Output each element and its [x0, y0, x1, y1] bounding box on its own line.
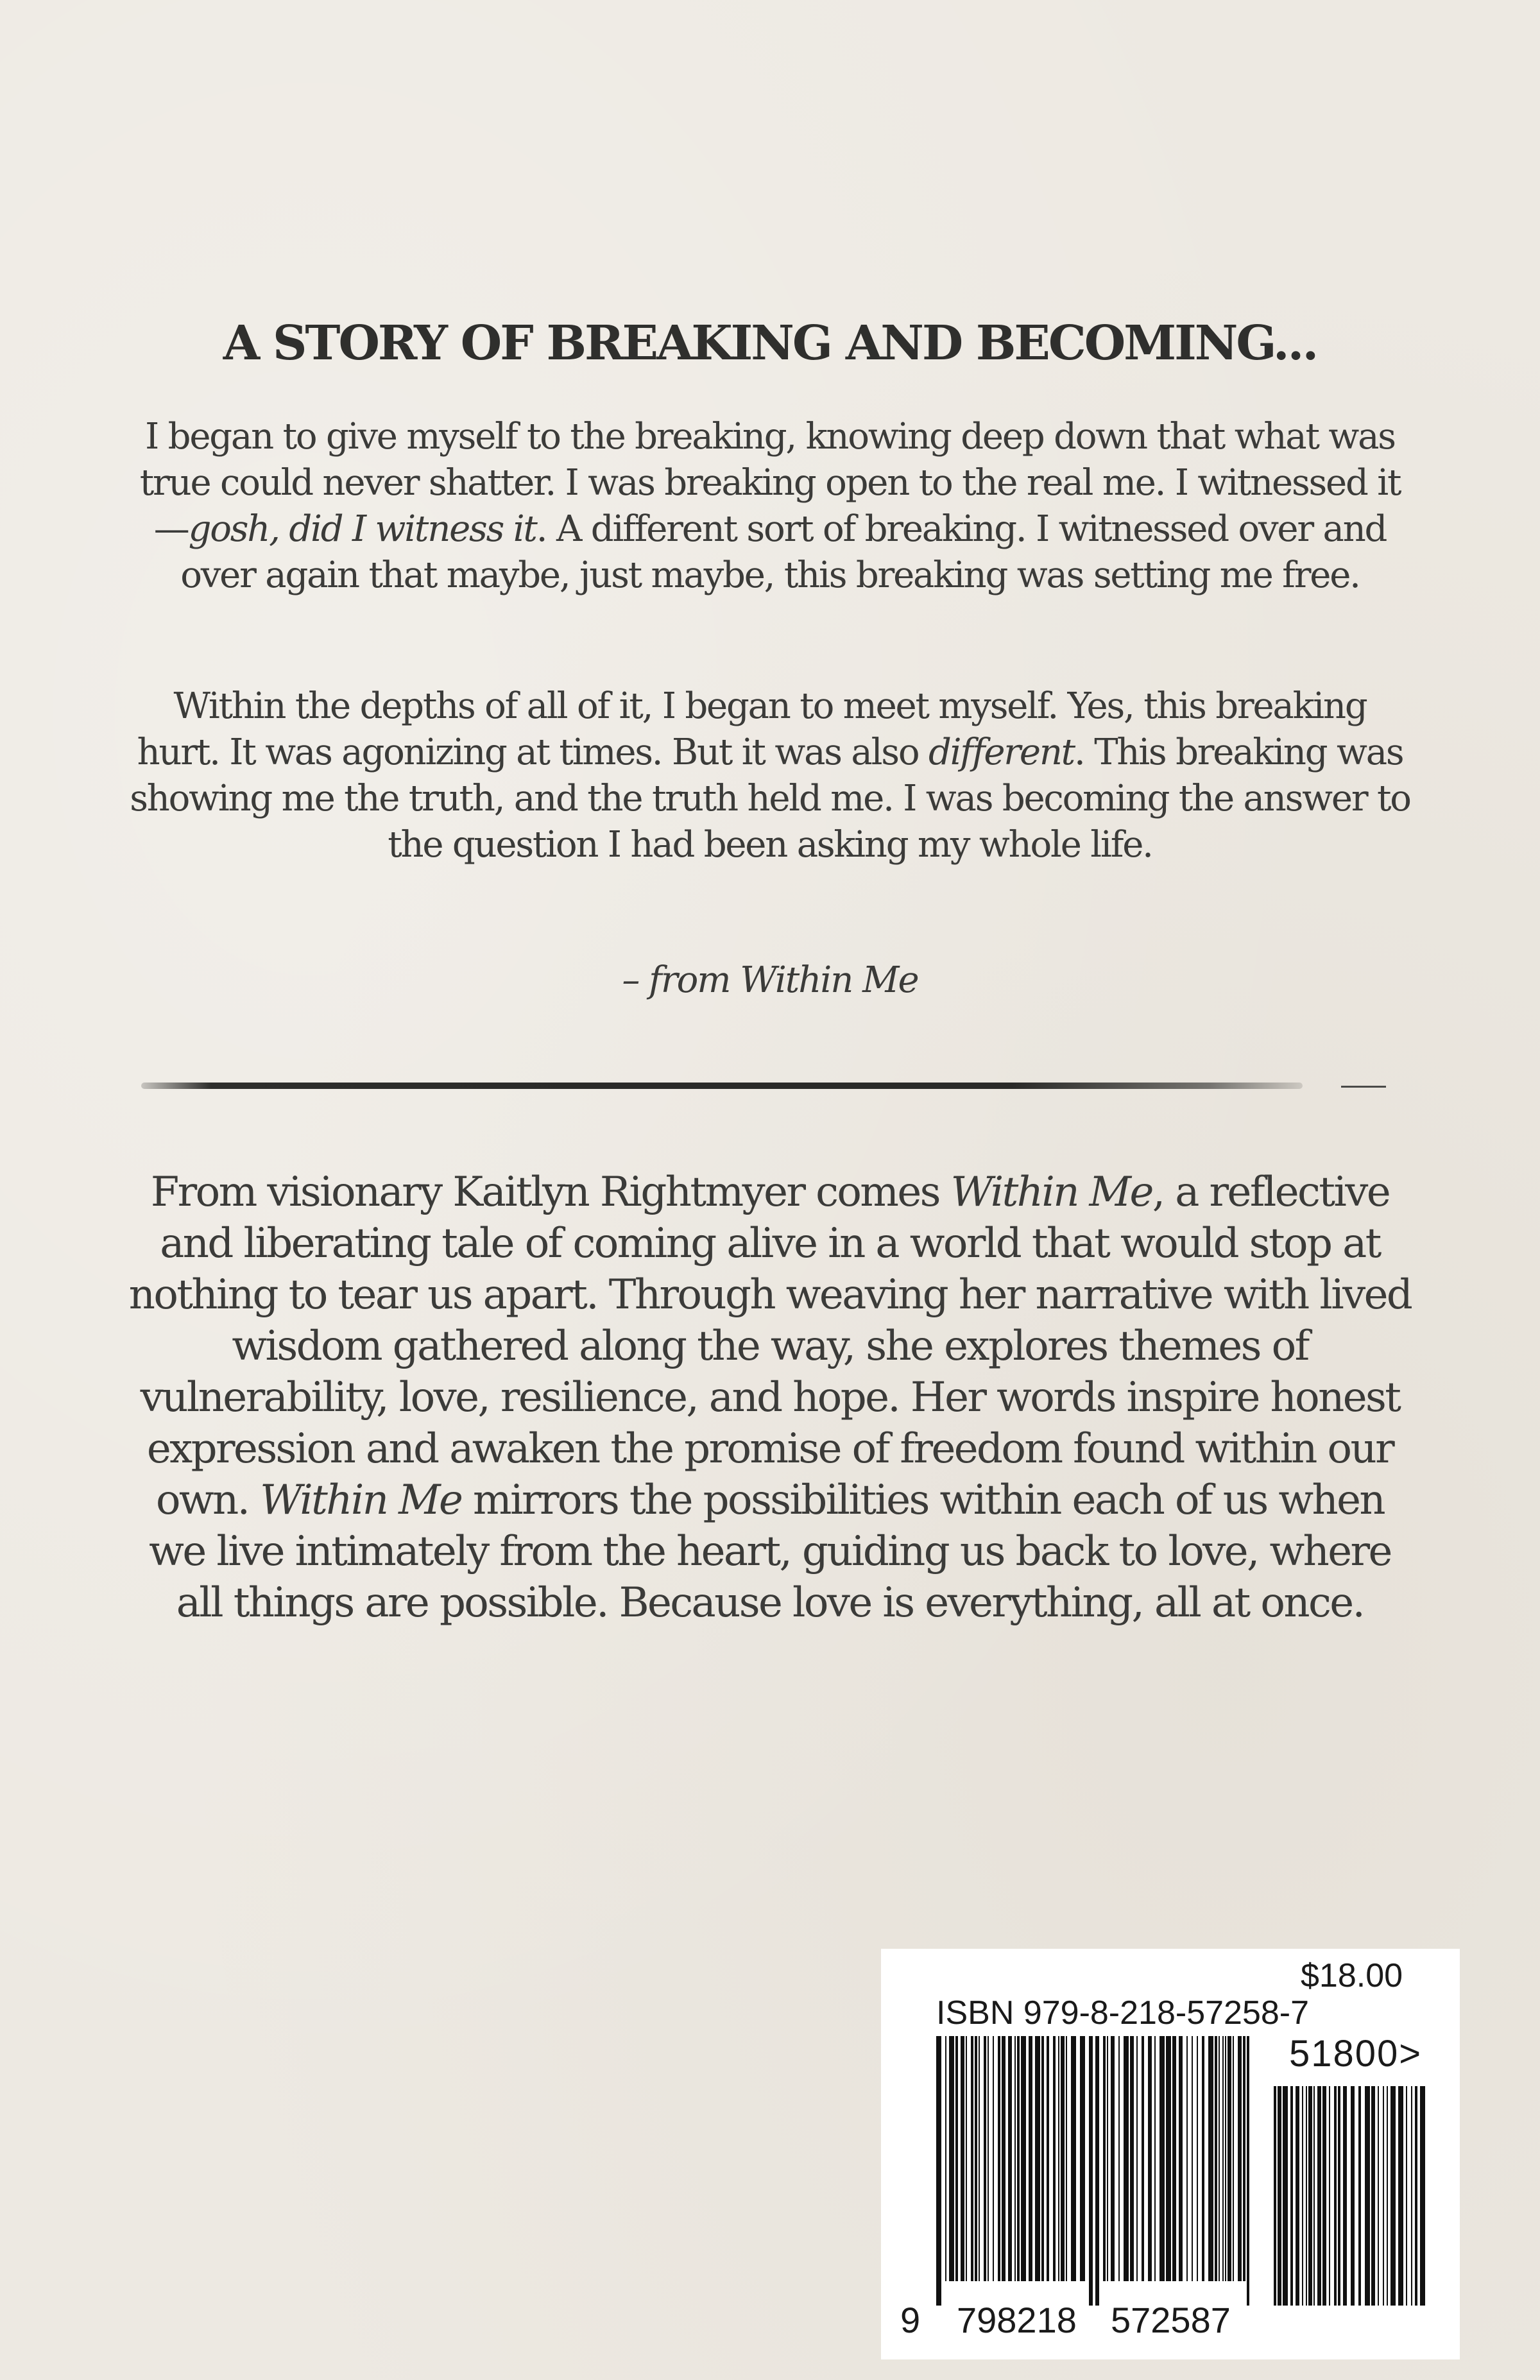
barcode-bar	[1415, 2086, 1417, 2306]
barcode-bar	[1111, 2036, 1115, 2281]
barcode-bar	[1136, 2036, 1138, 2281]
barcode-bar	[1202, 2036, 1204, 2281]
barcode-bar	[1017, 2036, 1020, 2281]
barcode-bar	[1058, 2036, 1059, 2281]
barcode-bar	[1406, 2086, 1407, 2306]
price-addon-digits: 51800>	[1289, 2033, 1423, 2075]
barcode-bar	[1179, 2036, 1183, 2281]
barcode-bar	[1243, 2036, 1245, 2281]
barcode-bar	[993, 2036, 994, 2281]
barcode-bar	[1420, 2086, 1425, 2306]
barcode-bar	[945, 2036, 946, 2281]
barcode-bar	[1290, 2086, 1293, 2306]
barcode-bar	[1228, 2036, 1231, 2281]
barcode-bar	[979, 2036, 980, 2281]
barcode-bar	[1225, 2036, 1226, 2281]
barcode-bar	[1142, 2036, 1144, 2281]
barcode-bar	[1278, 2086, 1281, 2306]
barcode-bar	[1322, 2086, 1326, 2306]
isbn-barcode-bars	[936, 2036, 1253, 2306]
barcode-bar	[971, 2036, 973, 2281]
excerpt-attribution: – from Within Me	[622, 959, 918, 1001]
barcode-bar	[1215, 2036, 1217, 2281]
barcode-bar	[1317, 2086, 1321, 2306]
barcode-bar	[1302, 2086, 1303, 2306]
isbn-number: ISBN 979-8-218-57258-7	[936, 1994, 1310, 2032]
barcode-bar	[1047, 2036, 1049, 2281]
barcode-bar	[1398, 2086, 1403, 2306]
barcode-bar	[1066, 2036, 1067, 2281]
barcode-bar	[1192, 2036, 1193, 2281]
book-description: From visionary Kaitlyn Rightmyer comes Within Me, a reflective and liberating tale of coming alive in a world that would stop at nothing to tear us apart. Through weaving her narrative with lived wisdom gathered along the way, she explores themes of vulnerability, love, resilience, and hope. Her words inspire honest expression and awaken the promise of freedom found within our own. Within Me mirrors the possibilities within each of us when we live intimately from the heart, guiding us back to love, where all things are possible. Because love is everything, all at once.	[128, 1169, 1412, 1627]
excerpt-paragraph-2: Within the depths of all of it, I began to meet myself. Yes, this breaking hurt. It was agonizing at times. But it was also different. This breaking was showing me the truth, and the truth held me. I was becoming the answer to the question I had been asking my whole life.	[130, 685, 1410, 866]
barcode-bar	[1107, 2036, 1108, 2281]
barcode-bar	[1274, 2086, 1276, 2306]
barcode-bar	[1080, 2036, 1085, 2281]
barcode-bar	[1411, 2086, 1412, 2306]
barcode-digits-left: 798218	[953, 2300, 1081, 2340]
barcode-bar	[1172, 2036, 1176, 2281]
barcode-bar	[1387, 2086, 1388, 2306]
barcode-bar	[1118, 2036, 1120, 2281]
barcode-bar	[1014, 2036, 1016, 2281]
barcode-bar	[961, 2036, 964, 2281]
barcode-bar	[1313, 2086, 1315, 2306]
barcode-bar	[988, 2036, 989, 2281]
barcode-bar	[1219, 2036, 1220, 2281]
barcode-digits-right: 572587	[1107, 2300, 1235, 2340]
barcode-bar	[1053, 2036, 1056, 2281]
barcode-bar	[1130, 2036, 1134, 2281]
barcode-bar	[1124, 2036, 1129, 2281]
barcode-bar	[1021, 2036, 1026, 2281]
barcode-bar	[1343, 2086, 1347, 2306]
barcode-bar	[1002, 2036, 1005, 2281]
barcode-bar	[1197, 2036, 1198, 2281]
barcode-bar	[1351, 2086, 1355, 2306]
price-label: $18.00	[1301, 1957, 1403, 1994]
barcode-bar	[1233, 2036, 1234, 2281]
barcode-bar	[1222, 2036, 1224, 2281]
barcode-bar	[1365, 2086, 1370, 2306]
barcode-digit-first: 9	[900, 2300, 921, 2340]
barcode-bar	[1089, 2036, 1093, 2306]
barcode-bar	[1148, 2036, 1152, 2281]
cover-heading: A STORY OF BREAKING AND BECOMING...	[223, 316, 1317, 371]
barcode-bar	[1159, 2036, 1165, 2281]
barcode-bar	[1166, 2036, 1171, 2281]
barcode-bar	[949, 2036, 954, 2281]
barcode-bar	[1035, 2036, 1040, 2281]
barcode-bar	[1329, 2086, 1330, 2306]
barcode-label	[881, 1949, 1460, 2359]
barcode-bar	[1061, 2036, 1065, 2281]
barcode-bar	[1338, 2086, 1340, 2306]
barcode-bar	[936, 2036, 941, 2306]
barcode-bar	[955, 2036, 958, 2281]
barcode-bar	[984, 2036, 986, 2281]
barcode-bar	[1390, 2086, 1396, 2306]
barcode-bar	[1383, 2086, 1384, 2306]
barcode-bar	[1154, 2036, 1156, 2281]
barcode-bar	[1208, 2036, 1213, 2281]
barcode-bar	[1029, 2036, 1032, 2281]
section-divider	[141, 1083, 1303, 1089]
barcode-bar	[1095, 2036, 1099, 2306]
barcode-bar	[1371, 2086, 1375, 2306]
barcode-bar	[1296, 2086, 1299, 2306]
section-divider-tail	[1341, 1086, 1386, 1088]
barcode-bar	[975, 2036, 977, 2281]
barcode-bar	[1283, 2086, 1288, 2306]
barcode-bar	[1306, 2086, 1307, 2306]
barcode-bar	[1103, 2036, 1106, 2281]
barcode-bar	[1358, 2086, 1361, 2306]
barcode-bar	[966, 2036, 967, 2281]
barcode-bar	[998, 2036, 1000, 2281]
barcode-bar	[1041, 2036, 1044, 2281]
excerpt-paragraph-1: I began to give myself to the breaking, knowing deep down that what was true could never shatter. I was breaking open to the real me. I witnessed it—gosh, did I witness it. A different sort of breaking. I witnessed over and over again that maybe, just maybe, this breaking was setting me free.	[139, 416, 1401, 596]
barcode-bar	[1247, 2036, 1249, 2306]
barcode-bar	[1334, 2086, 1337, 2306]
barcode-bar	[1308, 2086, 1312, 2306]
barcode-bar	[1008, 2036, 1012, 2281]
barcode-bar	[1238, 2036, 1242, 2281]
price-addon-barcode-bars	[1274, 2086, 1432, 2306]
barcode-bar	[1378, 2086, 1379, 2306]
barcode-bar	[1071, 2036, 1076, 2281]
barcode-bar	[1186, 2036, 1188, 2281]
